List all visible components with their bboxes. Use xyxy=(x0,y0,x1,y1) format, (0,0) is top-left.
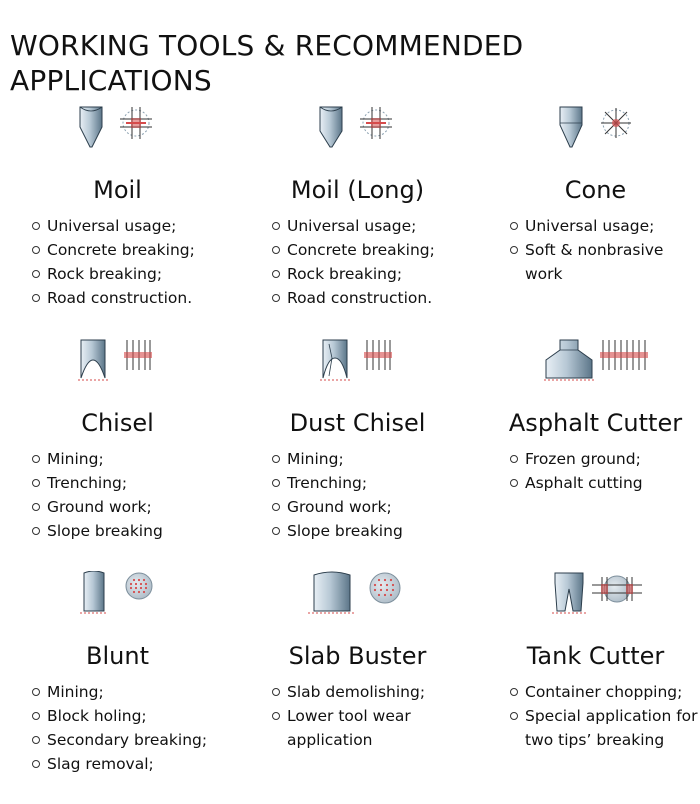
area-impact-icon xyxy=(124,571,154,601)
tool-name: Chisel xyxy=(81,409,154,437)
chisel-tip-icon xyxy=(78,338,108,382)
list-item: Trenching; xyxy=(272,471,475,495)
area-impact-icon xyxy=(368,571,402,605)
list-item: Container chopping; xyxy=(510,680,700,704)
list-item: Frozen ground; xyxy=(510,447,700,471)
double-point-impact-icon xyxy=(590,571,644,607)
tool-card-dust-chisel xyxy=(240,338,475,540)
tool-name: Slab Buster xyxy=(288,642,427,670)
dust-chisel-tip-icon xyxy=(320,338,350,382)
wide-split-impact-icon xyxy=(600,338,648,372)
list-item: Universal usage; xyxy=(32,214,235,238)
tool-name: Blunt xyxy=(86,642,149,670)
application-list xyxy=(272,447,475,543)
application-list xyxy=(32,680,235,776)
list-item: Ground work; xyxy=(272,495,475,519)
list-item: Ground work; xyxy=(32,495,235,519)
list-item: Concrete breaking; xyxy=(272,238,475,262)
application-list xyxy=(510,680,700,752)
list-item: Road construction. xyxy=(32,286,235,310)
blunt-tip-icon xyxy=(80,571,108,615)
tool-card-chisel xyxy=(0,338,235,540)
list-item: Universal usage; xyxy=(510,214,700,238)
application-list xyxy=(32,214,235,310)
tools-grid xyxy=(0,105,700,804)
list-item: Slag removal; xyxy=(32,752,235,776)
application-list xyxy=(510,447,700,495)
moil-long-tip-icon xyxy=(318,105,344,149)
list-item: Soft & nonbrasive work xyxy=(510,238,675,286)
list-item: Mining; xyxy=(272,447,475,471)
list-item: Slope breaking xyxy=(272,519,475,543)
list-item: Rock breaking; xyxy=(32,262,235,286)
tools-row xyxy=(0,105,700,338)
application-list xyxy=(510,214,700,286)
list-item: Universal usage; xyxy=(272,214,475,238)
list-item: Asphalt cutting xyxy=(510,471,700,495)
application-list xyxy=(272,680,475,752)
cone-tip-icon xyxy=(558,105,584,149)
list-item: Special application for two tips’ breaking xyxy=(510,704,700,752)
tools-row xyxy=(0,571,700,804)
tool-name: Tank Cutter xyxy=(526,642,665,670)
list-item: Lower tool wear application xyxy=(272,704,437,752)
tools-row xyxy=(0,338,700,571)
list-item: Mining; xyxy=(32,447,235,471)
tool-name: Dust Chisel xyxy=(289,409,426,437)
tool-name: Moil (Long) xyxy=(290,176,425,204)
tool-card-asphalt-cutter xyxy=(478,338,700,492)
list-item: Concrete breaking; xyxy=(32,238,235,262)
list-item: Slope breaking xyxy=(32,519,235,543)
tool-card-tank-cutter xyxy=(478,571,700,749)
tool-name: Moil xyxy=(93,176,142,204)
tool-card-slab-buster xyxy=(240,571,475,749)
tool-card-moil xyxy=(0,105,235,307)
moil-tip-icon xyxy=(78,105,104,149)
list-item: Secondary breaking; xyxy=(32,728,235,752)
asphalt-cutter-tip-icon xyxy=(544,338,594,382)
tool-name: Asphalt Cutter xyxy=(508,409,683,437)
point-impact-icon xyxy=(358,105,394,141)
list-item: Mining; xyxy=(32,680,235,704)
list-item: Trenching; xyxy=(32,471,235,495)
page-title: WORKING TOOLS & RECOMMENDED APPLICATIONS xyxy=(10,29,524,97)
split-impact-icon xyxy=(124,338,152,372)
tank-cutter-tip-icon xyxy=(552,571,586,615)
tool-name: Cone xyxy=(564,176,627,204)
list-item: Rock breaking; xyxy=(272,262,475,286)
tool-card-cone xyxy=(478,105,700,283)
tool-card-blunt xyxy=(0,571,235,773)
radial-impact-icon xyxy=(598,105,634,141)
list-item: Road construction. xyxy=(272,286,475,310)
application-list xyxy=(272,214,475,310)
list-item: Block holing; xyxy=(32,704,235,728)
tool-card-moil-long xyxy=(240,105,475,307)
list-item: Slab demolishing; xyxy=(272,680,475,704)
application-list xyxy=(32,447,235,543)
split-impact-icon xyxy=(364,338,392,372)
point-impact-icon xyxy=(118,105,154,141)
slab-buster-tip-icon xyxy=(308,571,356,615)
